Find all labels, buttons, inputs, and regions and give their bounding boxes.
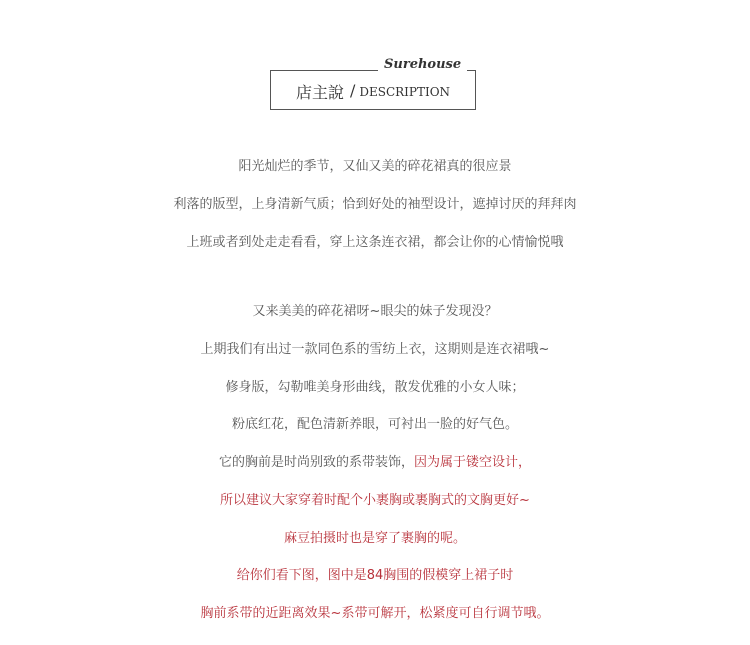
description-line: 胸前系带的近距离效果~系带可解开，松紧度可自行调节哦。 (200, 606, 550, 621)
brand-signature: Surehouse (378, 55, 467, 75)
title-english: DESCRIPTION (359, 84, 451, 99)
description-line: 所以建议大家穿着时配个小裹胸或裹胸式的文胸更好~ (220, 492, 530, 508)
description-line: 麻豆拍摄时也是穿了裹胸的呢。 (283, 530, 466, 546)
description-line: 修身版，勾勒唯美身形曲线，散发优雅的小女人味； (225, 379, 525, 395)
description-line: 上班或者到处走走看看，穿上这条连衣裙，都会让你的心情愉悦哦 (186, 234, 564, 250)
header-title (271, 71, 475, 109)
description-line: 又来美美的碎花裙呀~眼尖的妹子发现没？ (252, 304, 498, 319)
description-line: 粉底红花，配色清新养眼，可衬出一脸的好气色。 (231, 417, 518, 433)
title-separator: / (349, 80, 356, 100)
description-line (0, 454, 750, 472)
highlight-text: 因为属于镂空设计， (414, 455, 532, 470)
description-line: 上期我们有出过一款同色系的雪纺上衣，这期则是连衣裙哦~ (200, 341, 550, 357)
description-header (270, 70, 476, 110)
line-text: 它的胸前是时尚别致的系带装饰， (218, 455, 414, 470)
description-line: 阳光灿烂的季节，又仙又美的碎花裙真的很应景 (238, 159, 512, 174)
description-line: 利落的版型，上身清新气质；恰到好处的袖型设计，遮掉讨厌的拜拜肉 (173, 196, 577, 212)
description-line: 给你们看下图，图中是84胸围的假模穿上裙子时 (236, 568, 514, 584)
title-chinese: 店主說 (295, 82, 344, 102)
